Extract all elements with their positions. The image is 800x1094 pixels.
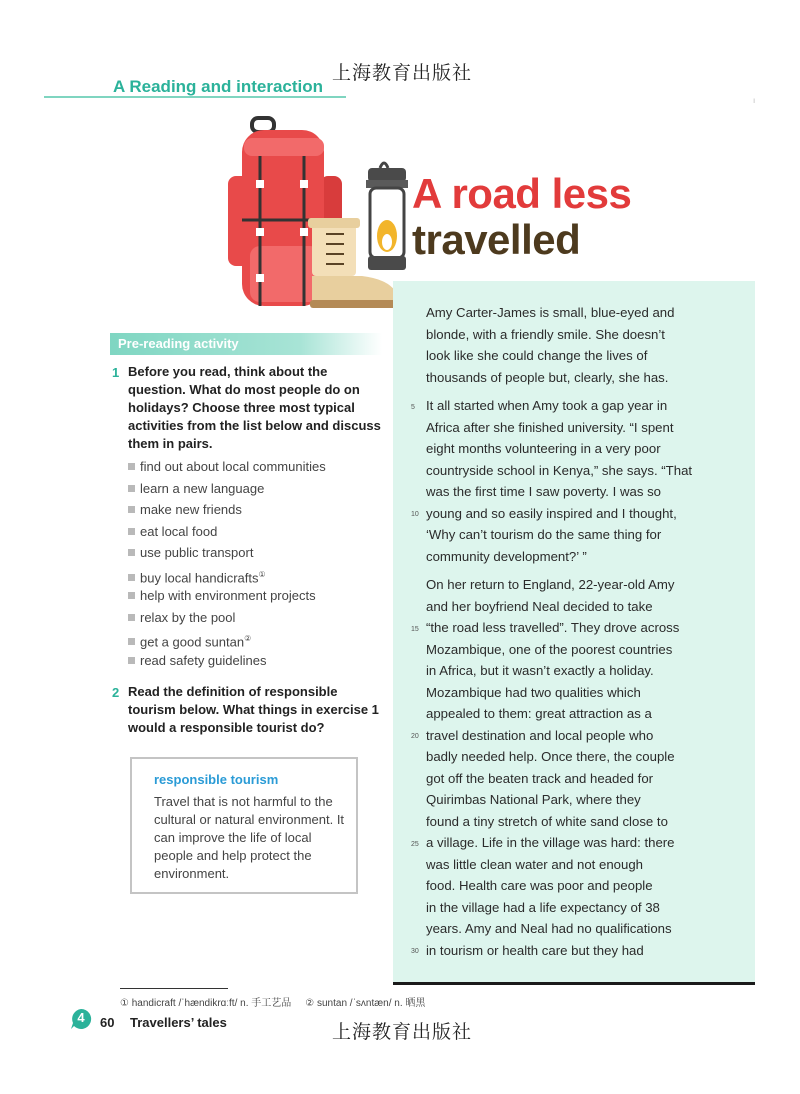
article-line: found a tiny stretch of white sand close to xyxy=(426,813,668,829)
bullet-square-icon xyxy=(128,485,135,492)
line-number: 30 xyxy=(411,948,419,955)
list-item: get a good suntan② xyxy=(128,628,326,650)
question-1-text: Before you read, think about the question. What do most people do on holidays? Choose three most typical activities from the list below and discuss them in pairs. xyxy=(128,364,381,451)
article-line: was the first time I saw poverty. I was so xyxy=(426,484,662,499)
bullet-square-icon xyxy=(128,638,135,645)
article-line: badly needed help. Once there, the couple xyxy=(426,749,675,764)
question-2-text: Read the definition of responsible tourism below. What things in exercise 1 would a responsible tourist do? xyxy=(128,684,379,735)
list-item: buy local handicrafts① xyxy=(128,564,326,586)
article-line: appealed to them: great attraction as a xyxy=(426,706,652,721)
article-line: got off the beaten track and headed for xyxy=(426,770,654,786)
corner-mark: ı xyxy=(753,96,756,105)
article-line: Mozambique, one of the poorest countries xyxy=(426,641,673,657)
list-item: use public transport xyxy=(128,542,326,564)
article-line: Mozambique had two qualities which xyxy=(426,684,641,700)
article-line: Amy Carter-James is small, blue-eyed and xyxy=(426,305,675,320)
article-title-line-1: A road less xyxy=(412,170,632,217)
bullet-square-icon xyxy=(128,528,135,535)
article-bottom-rule xyxy=(393,982,755,985)
bullet-square-icon xyxy=(128,549,135,556)
article-line: and her boyfriend Neal decided to take xyxy=(426,598,653,614)
article-line: in tourism or health care but they had xyxy=(426,942,644,958)
line-number: 20 xyxy=(411,733,419,740)
activity-list xyxy=(128,456,326,671)
article-line: On her return to England, 22-year-old Amy xyxy=(426,577,675,592)
page-number: 60 xyxy=(100,1015,115,1030)
article-line: look like she could change the lives of xyxy=(426,348,648,363)
unit-number: 4 xyxy=(77,1010,85,1025)
publisher-header: 上海教育出版社 xyxy=(332,62,473,84)
line-number: 15 xyxy=(411,626,419,633)
footnote-1: ① handicraft /ˈhændikrɑːft/ n. 手工艺品 xyxy=(120,998,292,1009)
article-line: eight months volunteering in a very poor xyxy=(426,441,661,456)
article-line: ‘Why can’t tourism do the same thing for xyxy=(426,527,662,542)
article-line: community development?’ ” xyxy=(426,548,587,564)
bullet-square-icon xyxy=(128,506,135,513)
list-item: relax by the pool xyxy=(128,607,326,629)
article-line: Africa after she finished university. “I spent xyxy=(426,419,674,435)
bullet-square-icon xyxy=(128,592,135,599)
chapter-name: Travellers’ tales xyxy=(130,1015,227,1030)
definition-term: responsible tourism xyxy=(154,772,279,787)
section-title: A Reading and interaction xyxy=(113,77,324,96)
article-line: a village. Life in the village was hard: there xyxy=(426,835,675,850)
bullet-square-icon xyxy=(128,614,135,621)
list-item: find out about local communities xyxy=(128,456,326,478)
article-line: It all started when Amy took a gap year in xyxy=(426,398,668,413)
footnote-marker: ② xyxy=(244,634,252,643)
question-2-number: 2 xyxy=(112,685,120,700)
article-line: “the road less travelled”. They drove across xyxy=(426,620,680,635)
article-line: travel destination and local people who xyxy=(426,727,654,743)
article-line: years. Amy and Neal had no qualifications xyxy=(426,921,672,936)
list-item: eat local food xyxy=(128,521,326,543)
footnotes xyxy=(120,994,425,1009)
question-1-number: 1 xyxy=(112,365,120,380)
article-line: food. Health care was poor and people xyxy=(426,878,653,893)
footnote-2: ② suntan /ˈsʌntæn/ n. 晒黑 xyxy=(305,998,426,1009)
article-line: countryside school in Kenya,” she says. “That xyxy=(426,462,693,478)
list-item: learn a new language xyxy=(128,478,326,500)
bullet-square-icon xyxy=(128,463,135,470)
line-number: 5 xyxy=(411,404,415,411)
bullet-square-icon xyxy=(128,657,135,664)
line-number: 10 xyxy=(411,511,419,518)
footnote-marker: ① xyxy=(258,569,266,579)
bullet-square-icon xyxy=(128,574,135,581)
travel-illustration xyxy=(222,116,412,316)
list-item: read safety guidelines xyxy=(128,650,326,672)
article-title-line-2: travelled xyxy=(412,216,581,263)
prereading-heading: Pre-reading activity xyxy=(110,333,382,355)
article-line: blonde, with a friendly smile. She doesn’t xyxy=(426,326,665,342)
line-number: 25 xyxy=(411,841,419,848)
article-line: in Africa, but it wasn’t exactly a holiday. xyxy=(426,663,654,678)
article-line: was little clean water and not enough xyxy=(426,856,644,872)
footnote-divider xyxy=(120,988,228,989)
publisher-footer: 上海教育出版社 xyxy=(332,1021,473,1043)
article-line: young and so easily inspired and I thought, xyxy=(426,505,677,521)
article-line: Quirimbas National Park, where they xyxy=(426,792,641,807)
list-item: help with environment projects xyxy=(128,585,326,607)
list-item: make new friends xyxy=(128,499,326,521)
lantern-icon xyxy=(366,163,408,270)
article-line: in the village had a life expectancy of 38 xyxy=(426,899,660,915)
definition-body: Travel that is not harmful to the cultural or natural environment. It can improve the life of local people and help protect the environment. xyxy=(154,794,345,881)
article-line: thousands of people but, clearly, she has. xyxy=(426,369,669,385)
section-divider xyxy=(44,96,346,98)
